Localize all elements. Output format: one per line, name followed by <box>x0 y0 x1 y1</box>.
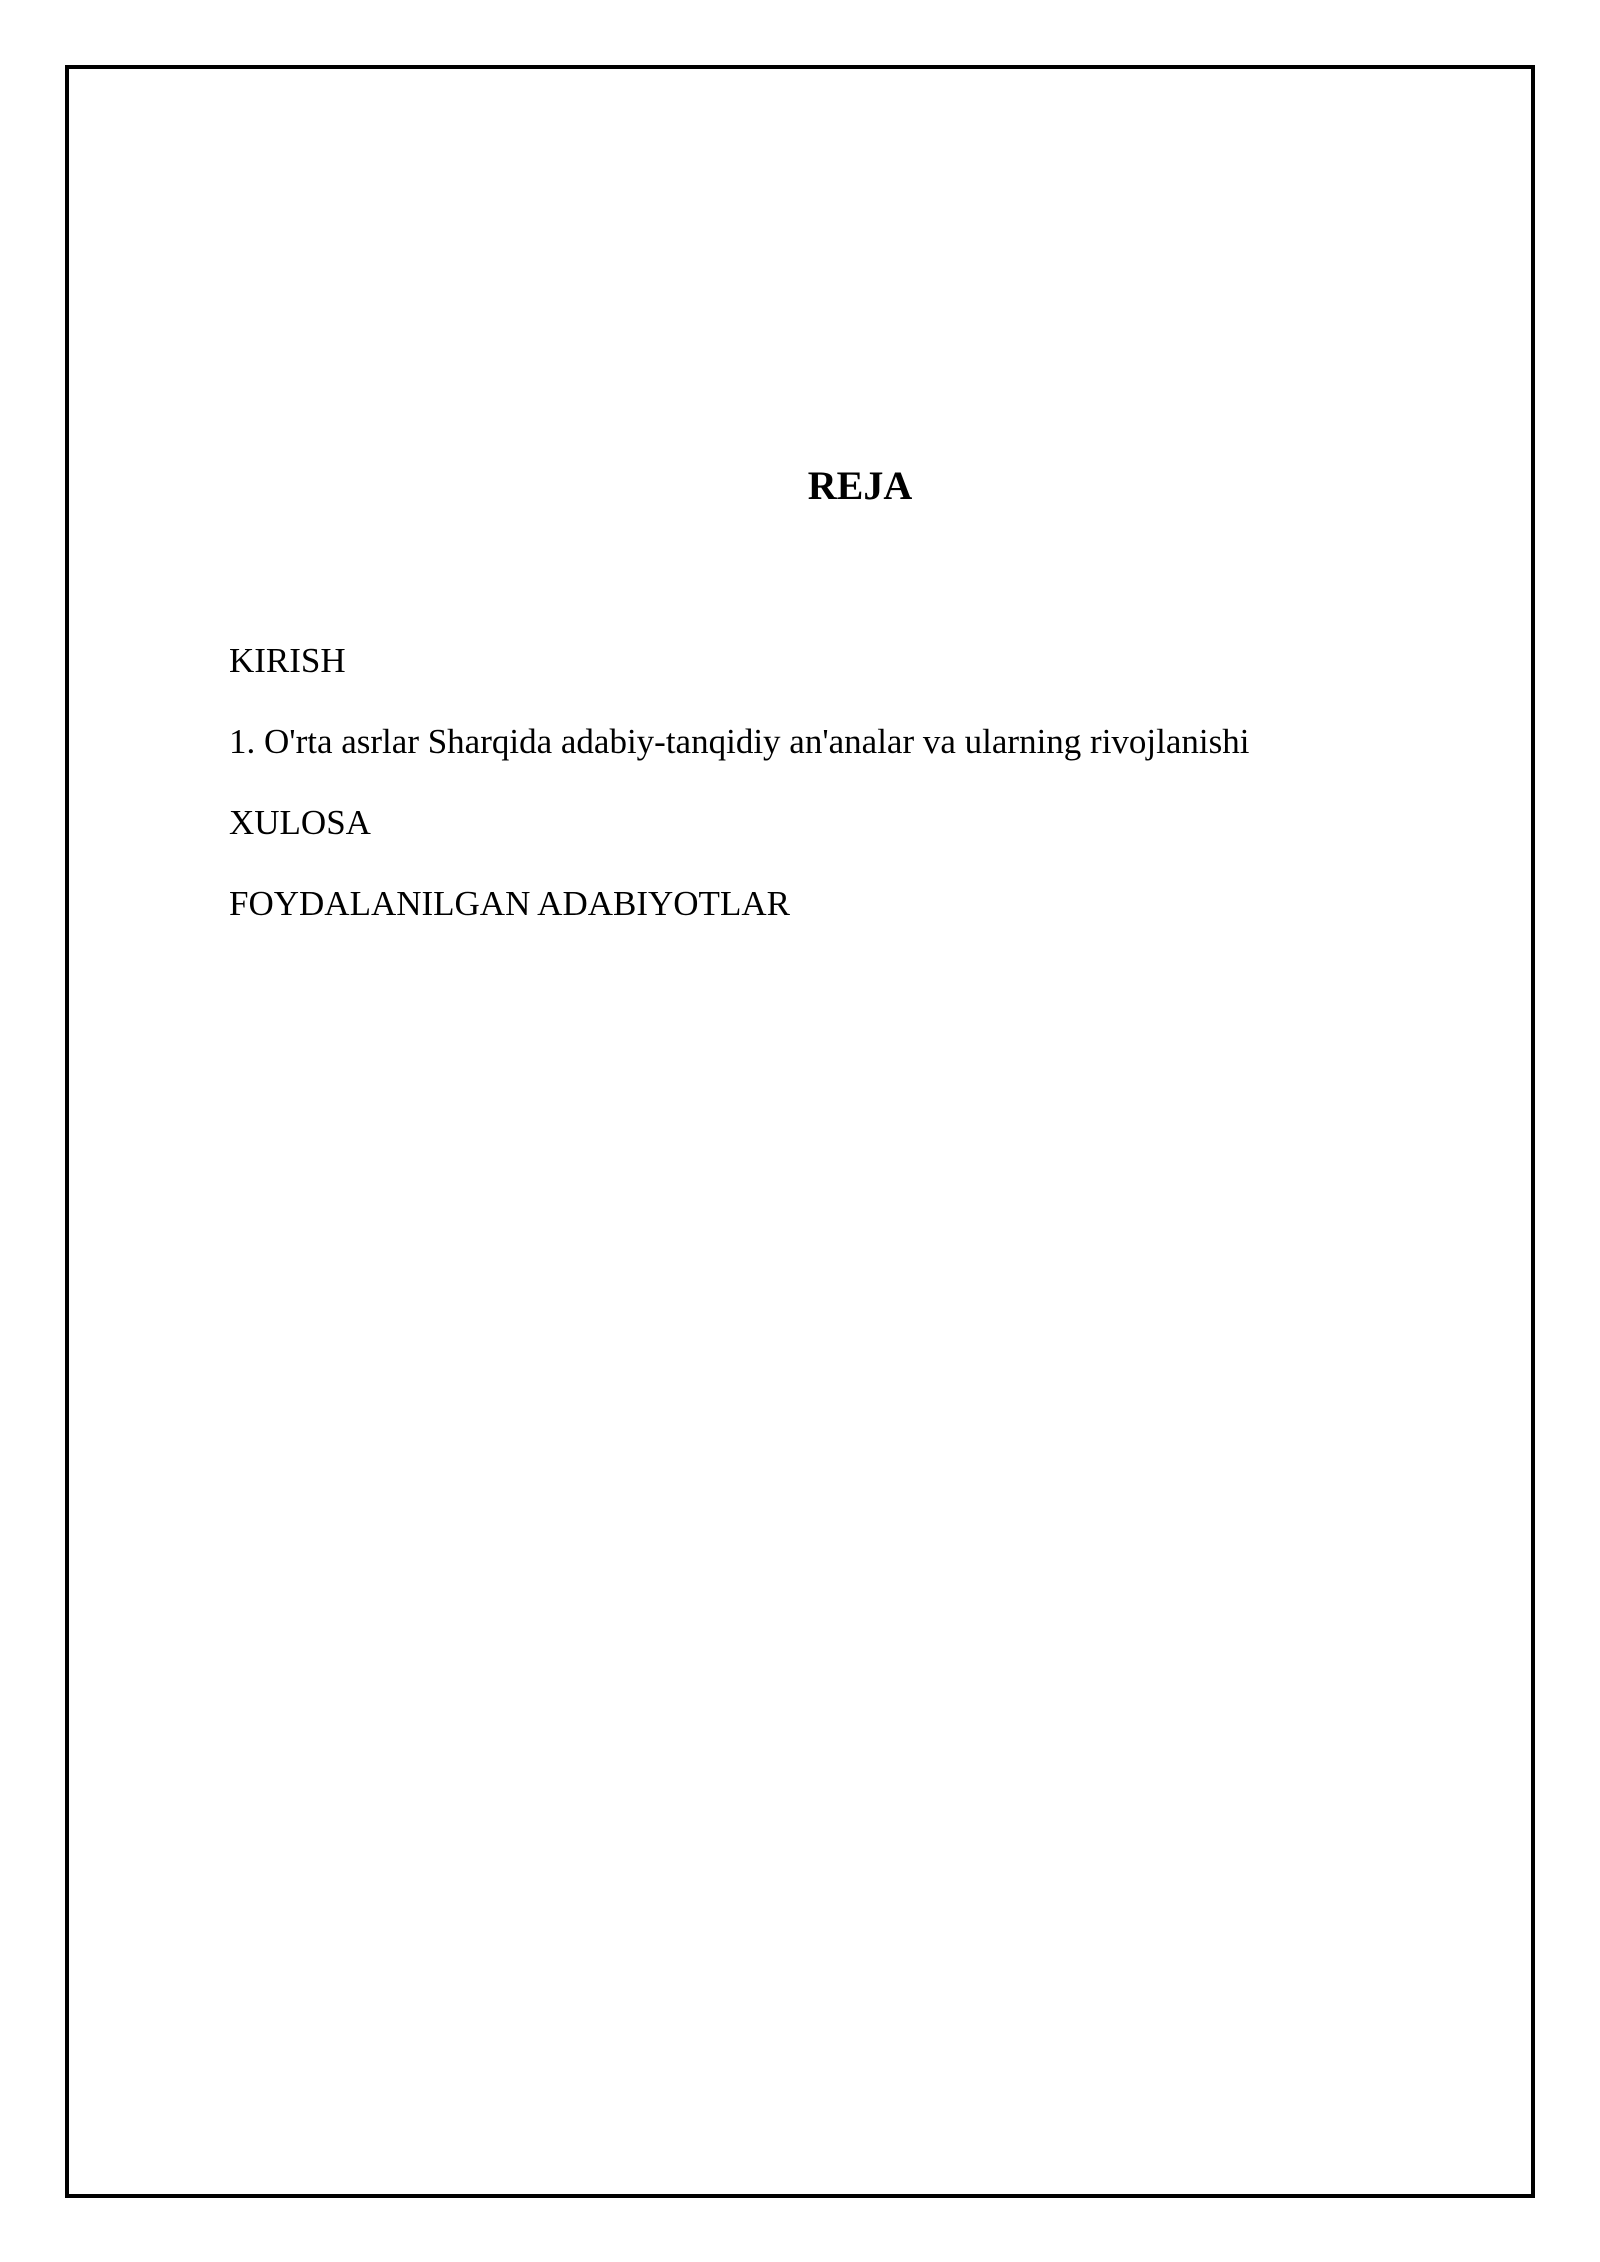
toc-item-chapter-1: 1. O'rta asrlar Sharqida adabiy-tanqidiy an'analar va ularning rivojlanishi <box>229 722 1250 761</box>
toc-item-references: FOYDALANILGAN ADABIYOTLAR <box>229 884 790 923</box>
toc-item-introduction: KIRISH <box>229 641 346 680</box>
table-of-contents <box>229 641 1249 965</box>
page-border <box>65 65 1535 2198</box>
page-title: REJA <box>807 463 913 508</box>
toc-item-conclusion: XULOSA <box>229 803 371 842</box>
